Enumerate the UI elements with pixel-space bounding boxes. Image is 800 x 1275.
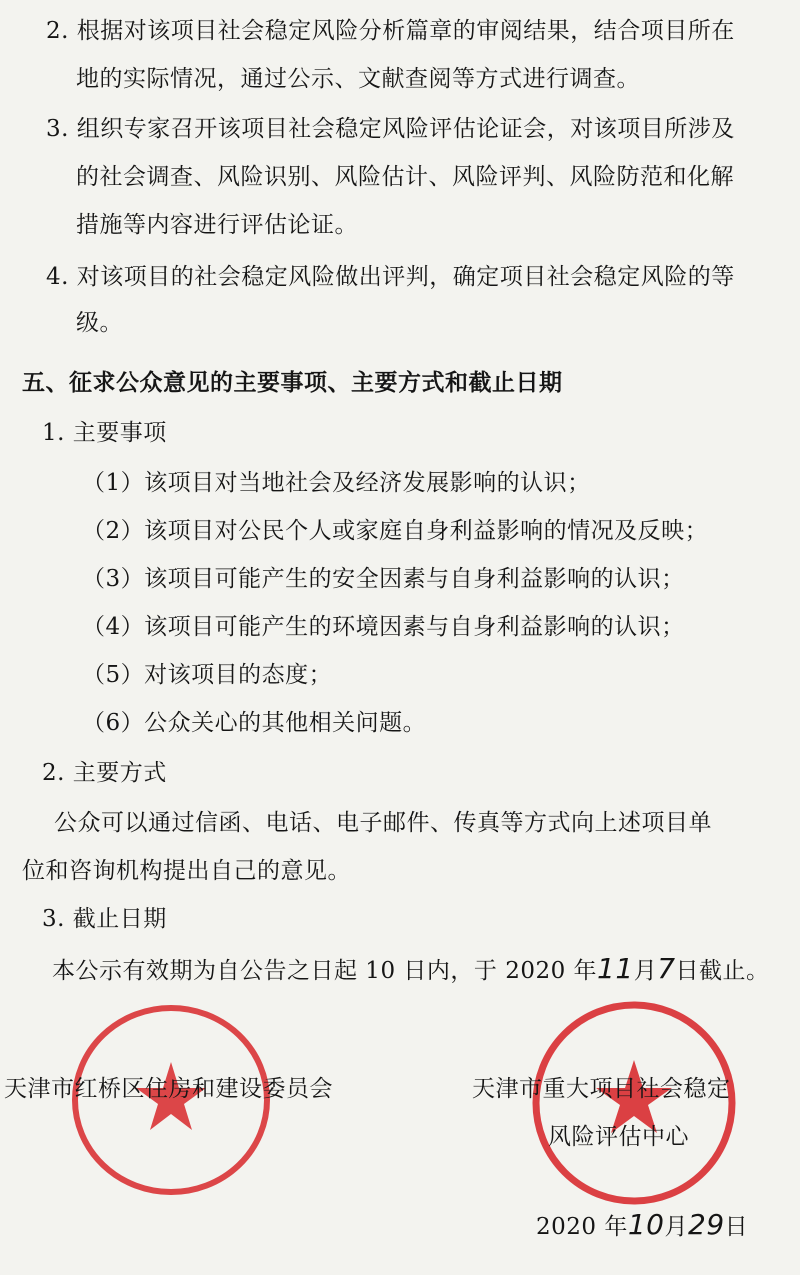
deadline-month-handwritten: 11 [597, 952, 634, 985]
matter-item-4: （4）该项目可能产生的环境因素与自身利益影响的认识； [82, 614, 685, 640]
item4-line2: 级。 [76, 310, 123, 336]
item2-line2: 地的实际情况，通过公示、文献查阅等方式进行调查。 [76, 66, 640, 92]
methods-line1: 公众可以通过信函、电话、电子邮件、传真等方式向上述项目单 [54, 810, 712, 836]
deadline-month-unit: 月 [633, 958, 658, 984]
date-prefix: 2020 年 [536, 1214, 628, 1240]
date-month-unit: 月 [664, 1214, 688, 1240]
matter-item-6: （6）公众关心的其他相关问题。 [82, 710, 427, 736]
signer-right-line1: 天津市重大项目社会稳定 [472, 1076, 731, 1102]
item2-line1: 2. 根据对该项目社会稳定风险分析篇章的审阅结果，结合项目所在 [46, 18, 735, 44]
sub1-heading: 1. 主要事项 [42, 420, 167, 446]
matter-item-3: （3）该项目可能产生的安全因素与自身利益影响的认识； [82, 566, 685, 592]
deadline-prefix: 本公示有效期为自公告之日起 10 日内，于 2020 年 [52, 958, 598, 984]
date-day-handwritten: 29 [688, 1208, 725, 1241]
deadline-suffix: 日截止。 [675, 958, 770, 984]
sub3-heading: 3. 截止日期 [42, 906, 167, 932]
item3-line3: 措施等内容进行评估论证。 [76, 212, 358, 238]
methods-line2: 位和咨询机构提出自己的意见。 [22, 858, 351, 884]
matter-item-1: （1）该项目对当地社会及经济发展影响的认识； [82, 470, 591, 496]
matter-item-5: （5）对该项目的态度； [82, 662, 333, 688]
section5-heading: 五、征求公众意见的主要事项、主要方式和截止日期 [22, 369, 563, 396]
signer-right-line2: 风险评估中心 [548, 1124, 689, 1150]
sub2-heading: 2. 主要方式 [42, 760, 167, 786]
matter-item-2: （2）该项目对公民个人或家庭自身利益影响的情况及反映； [82, 518, 709, 544]
deadline-line [52, 952, 770, 988]
date-month-handwritten: 10 [627, 1208, 665, 1241]
item4-line1: 4. 对该项目的社会稳定风险做出评判，确定项目社会稳定风险的等 [46, 264, 735, 290]
date-day-unit: 日 [724, 1214, 749, 1240]
item3-line1: 3. 组织专家召开该项目社会稳定风险评估论证会，对该项目所涉及 [46, 116, 735, 142]
item3-line2: 的社会调查、风险识别、风险估计、风险评判、风险防范和化解 [76, 164, 734, 190]
signature-date [536, 1208, 748, 1244]
signer-left: 天津市红桥区住房和建设委员会 [4, 1076, 333, 1102]
deadline-day-handwritten: 7 [657, 952, 676, 985]
